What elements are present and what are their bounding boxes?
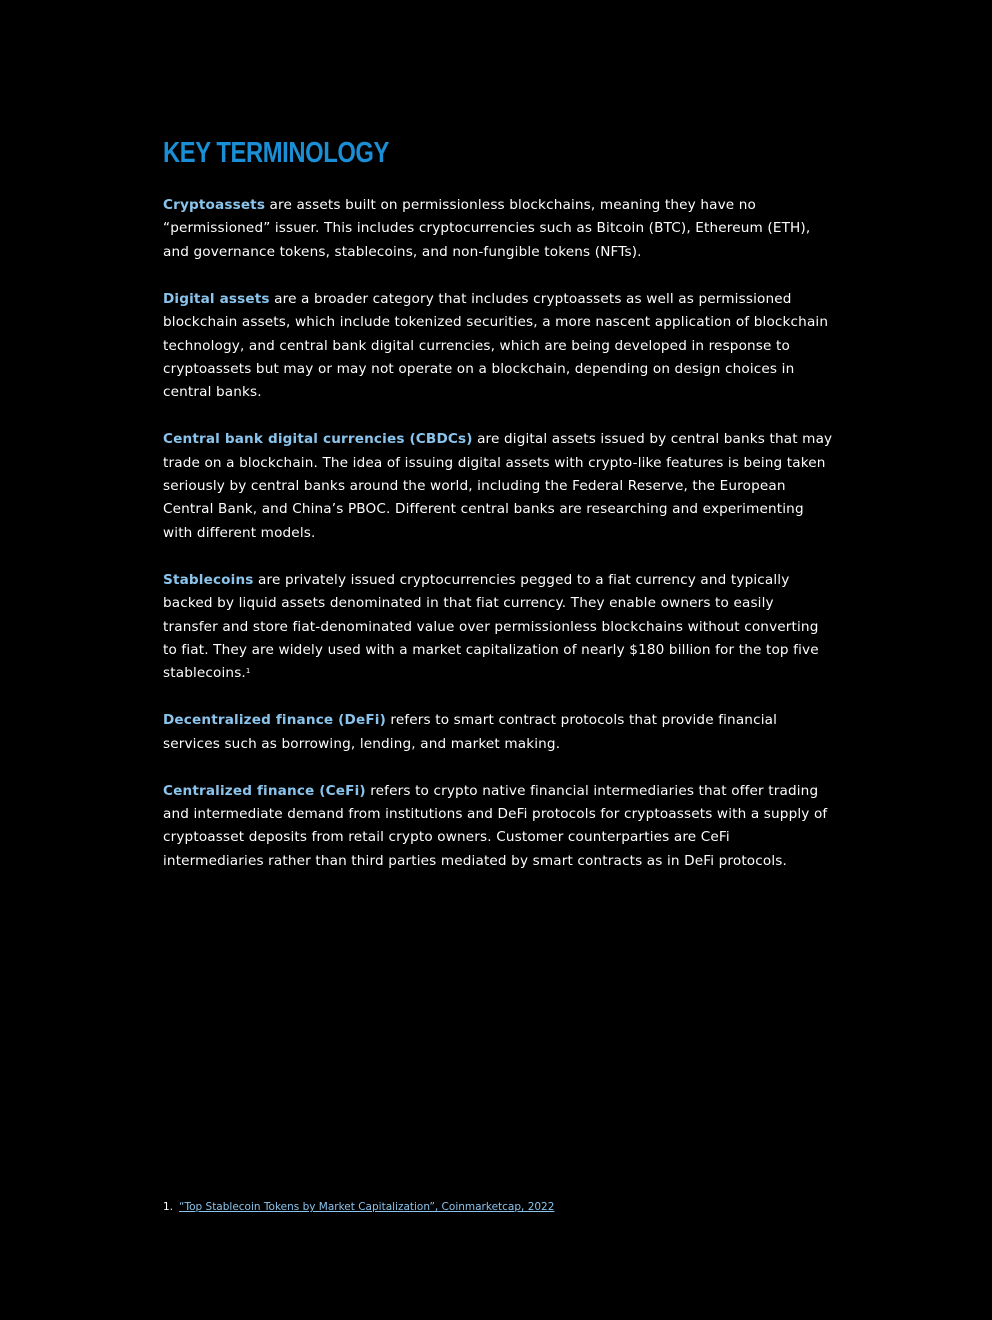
term-definition: refers to crypto native financial intermediaries that offer trading and intermediate demand from institutions and DeFi protocols for cryptoassets with a supply of cryptoasset deposits from retail crypto owners. Customer counterparties are CeFi intermediaries rather than third parties mediated by smart contracts as in DeFi protocols. bbox=[163, 782, 828, 869]
term-name: Cryptoassets bbox=[163, 197, 266, 213]
footnote-number: 1. bbox=[163, 1201, 174, 1213]
term-name: Decentralized finance (DeFi) bbox=[163, 712, 386, 729]
footnote bbox=[163, 1199, 554, 1215]
term-definition: are digital assets issued by central banks that may trade on a blockchain. The idea of issuing digital assets with crypto-like features is being taken seriously by central banks around the world, including the Federal Reserve, the European Central Bank, and China’s PBOC. Different central banks are researching and experimenting with different models. bbox=[163, 431, 833, 541]
term-name: Central bank digital currencies (CBDCs) bbox=[163, 431, 473, 448]
term-definition: are a broader category that includes cryptoassets as well as permissioned blockchain assets, which include tokenized securities, a more nascent application of blockchain technology, and central bank digital currencies, which are being developed in response to cryptoassets but may or may not operate on a blockchain, depending on design choices in central banks. bbox=[163, 290, 829, 401]
term-name: Stablecoins bbox=[163, 571, 254, 588]
term-defi bbox=[163, 709, 833, 756]
term-definition: are assets built on permissionless blockchains, meaning they have no “permissioned” issuer. This includes cryptocurrencies such as Bitcoin (BTC), Ethereum (ETH), and governance tokens, stablecoins, and non-fungible tokens (NFTs). bbox=[163, 197, 811, 260]
term-name: Digital assets bbox=[163, 290, 270, 307]
terminology-list bbox=[163, 194, 833, 897]
page-title: KEY TERMINOLOGY bbox=[163, 137, 389, 169]
term-cefi bbox=[163, 780, 833, 874]
term-cbdcs bbox=[163, 428, 833, 545]
term-stablecoins bbox=[163, 569, 833, 686]
footnote-reference[interactable]: 1 bbox=[245, 667, 251, 676]
term-definition: refers to smart contract protocols that provide financial services such as borrowing, lending, and market making. bbox=[163, 712, 778, 752]
term-cryptoassets bbox=[163, 194, 833, 264]
term-name: Centralized finance (CeFi) bbox=[163, 782, 366, 799]
term-digital-assets bbox=[163, 288, 833, 405]
term-definition: are privately issued cryptocurrencies pegged to a fiat currency and typically backed by liquid assets denominated in that fiat currency. They enable owners to easily transfer and store fiat-denominated value over permissionless blockchains without converting to fiat. They are widely used with a market capitalization of nearly $180 billion for the top five stablecoins. bbox=[163, 571, 819, 682]
footnote-source-link[interactable]: “Top Stablecoin Tokens by Market Capitalization”, Coinmarketcap, 2022 bbox=[179, 1201, 555, 1213]
